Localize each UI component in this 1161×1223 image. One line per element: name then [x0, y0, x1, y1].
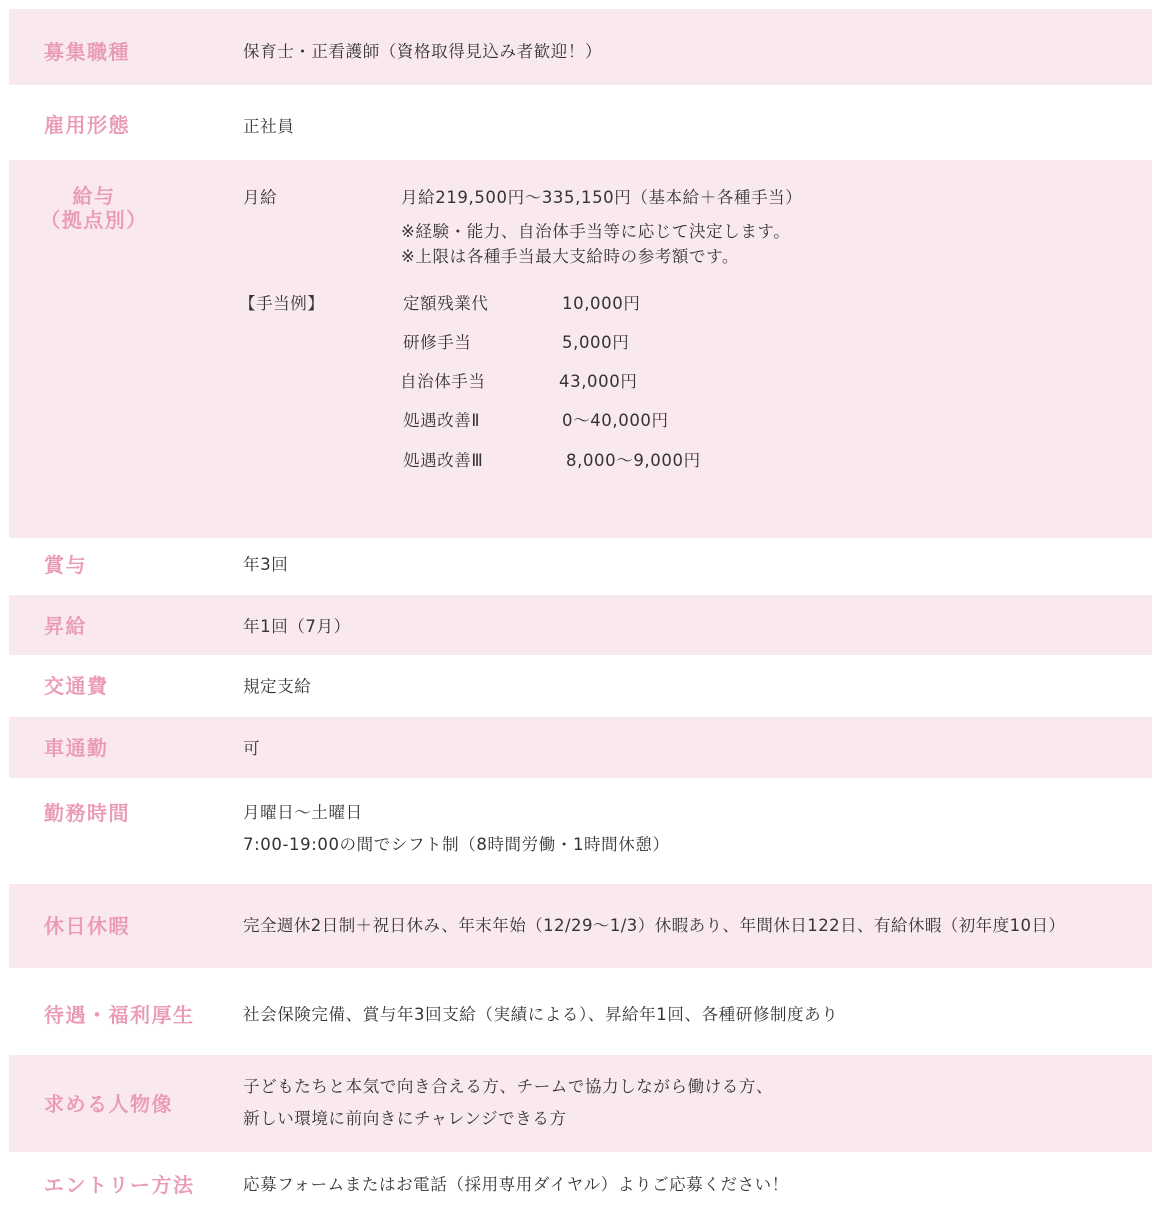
value-holidays: 完全週休2日制＋祝日休み、年末年始（12/29〜1/3）休暇あり、年間休日122日、有給休暇（初年度10日）	[243, 916, 1066, 935]
row-salary	[9, 160, 1152, 538]
value-transport: 規定支給	[243, 677, 312, 696]
allowance-name: 定額残業代	[403, 294, 489, 313]
row-car-commute	[9, 717, 1152, 778]
allowance-name: 処遇改善Ⅱ	[403, 411, 481, 430]
label-raise: 昇給	[44, 614, 87, 638]
row-employment-type	[9, 85, 1152, 160]
label-car-commute: 車通勤	[44, 736, 109, 760]
row-transport	[9, 655, 1152, 717]
value-bonus: 年3回	[243, 555, 289, 574]
allowance-amount: 8,000〜9,000円	[566, 451, 701, 470]
value-car-commute: 可	[243, 739, 261, 758]
label-salary	[9, 184, 179, 232]
value-job-type: 保育士・正看護師（資格取得見込み者歓迎！）	[243, 42, 603, 61]
value-work-hours	[243, 801, 670, 857]
allowance-amount: 43,000円	[559, 372, 638, 391]
row-benefits	[9, 968, 1152, 1055]
allowance-label: 【手当例】	[239, 294, 325, 313]
value-ideal-candidate	[243, 1075, 773, 1131]
label-transport: 交通費	[44, 674, 109, 698]
allowance-name: 研修手当	[403, 333, 472, 352]
value-raise: 年1回（7月）	[243, 617, 351, 636]
value-benefits: 社会保険完備、賞与年3回支給（実績による）、昇給年1回、各種研修制度あり	[243, 1005, 839, 1024]
row-work-hours	[9, 778, 1152, 884]
salary-note-1: ※経験・能力、自治体手当等に応じて決定します。	[401, 222, 791, 241]
allowance-name: 処遇改善Ⅲ	[403, 451, 484, 470]
salary-main: 月給219,500円〜335,150円（基本給＋各種手当）	[401, 188, 803, 207]
label-work-hours: 勤務時間	[44, 801, 130, 825]
label-ideal-candidate: 求める人物像	[44, 1092, 173, 1116]
label-holidays: 休日休暇	[44, 914, 130, 938]
label-salary-line1: 給与	[72, 184, 116, 208]
row-bonus	[9, 538, 1152, 595]
row-raise	[9, 595, 1152, 655]
label-employment-type: 雇用形態	[44, 113, 130, 137]
job-details-table	[9, 9, 1152, 1218]
value-work-hours-line1: 月曜日〜土曜日	[243, 803, 363, 822]
allowance-amount: 5,000円	[562, 333, 630, 352]
label-entry-method: エントリー方法	[44, 1173, 195, 1197]
salary-term: 月給	[243, 188, 278, 207]
value-ideal-candidate-line1: 子どもたちと本気で向き合える方、チームで協力しながら働ける方、	[243, 1077, 774, 1096]
value-work-hours-line2: 7:00-19:00の間でシフト制（8時間労働・1時間休憩）	[243, 835, 670, 854]
label-bonus: 賞与	[44, 553, 87, 577]
row-holidays	[9, 884, 1152, 968]
value-entry-method: 応募フォームまたはお電話（採用専用ダイヤル）よりご応募ください！	[243, 1175, 789, 1194]
allowance-amount: 10,000円	[562, 294, 641, 313]
label-benefits: 待遇・福利厚生	[44, 1003, 195, 1027]
salary-note-2: ※上限は各種手当最大支給時の参考額です。	[401, 247, 740, 266]
allowance-name: 自治体手当	[400, 372, 486, 391]
row-entry-method	[9, 1152, 1152, 1218]
value-employment-type: 正社員	[243, 117, 295, 136]
row-job-type	[9, 9, 1152, 85]
allowance-amount: 0〜40,000円	[562, 411, 669, 430]
value-ideal-candidate-line2: 新しい環境に前向きにチャレンジできる方	[243, 1109, 567, 1128]
row-ideal-candidate	[9, 1055, 1152, 1152]
label-job-type: 募集職種	[44, 40, 130, 64]
label-salary-line2: （拠点別）	[40, 208, 148, 232]
